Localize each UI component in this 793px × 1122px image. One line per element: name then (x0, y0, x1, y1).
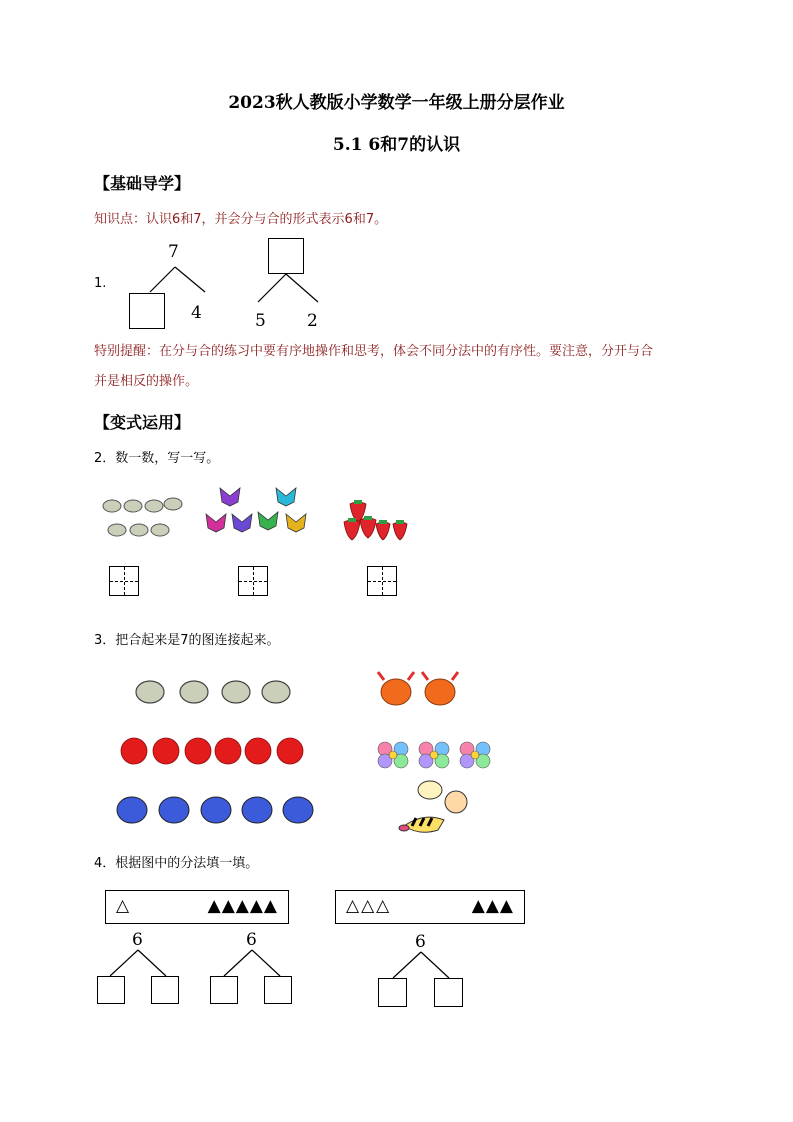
q4-text: 4．根据图中的分法填一填。 (94, 856, 259, 871)
tree-b-right-number: 2 (307, 311, 318, 331)
q4-tree-3-top: 6 (415, 932, 426, 952)
q2-text: 2．数一数，写一写。 (94, 451, 220, 466)
bar1-solid-triangles: ▲▲▲▲▲ (207, 896, 278, 916)
section-heading-basic: 【基础导学】 (94, 174, 191, 193)
q4-tree-3-right-box[interactable] (434, 978, 463, 1007)
tree-a-top-number: 7 (168, 242, 179, 262)
bar2-solid-triangles: ▲▲▲ (471, 896, 514, 916)
reminder-line-1: 特别提醒：在分与合的练习中要有序地操作和思考，体会不同分法中的有序性。要注意，分开与合 (94, 344, 654, 359)
lesson-subtitle: 5.1 6和7的认识 (332, 135, 461, 155)
q3-text: 3．把合起来是7的图连接起来。 (94, 633, 280, 648)
q4-tree-2-left-box[interactable] (210, 976, 238, 1004)
reminder-line-2: 并是相反的操作。 (94, 374, 199, 389)
knowledge-point: 知识点：认识6和7，并会分与合的形式表示6和7。 (94, 212, 388, 227)
q1-label: 1. (94, 276, 107, 291)
q4-tree-2-right-box[interactable] (264, 976, 292, 1004)
q4-tree-1-top: 6 (132, 930, 143, 950)
q4-tree-2-top: 6 (246, 930, 257, 950)
q4-tree-1-right-box[interactable] (151, 976, 179, 1004)
tree-a-right-number: 4 (191, 303, 202, 323)
tree-b-left-number: 5 (255, 311, 266, 331)
bar1-hollow-triangles: △ (116, 896, 132, 916)
section-heading-practice: 【变式运用】 (94, 413, 191, 432)
q4-tree-1-left-box[interactable] (97, 976, 125, 1004)
worksheet-title: 2023秋人教版小学数学一年级上册分层作业 (228, 93, 565, 113)
bar2-hollow-triangles: △△△ (346, 896, 392, 916)
q4-tree-3-left-box[interactable] (378, 978, 407, 1007)
